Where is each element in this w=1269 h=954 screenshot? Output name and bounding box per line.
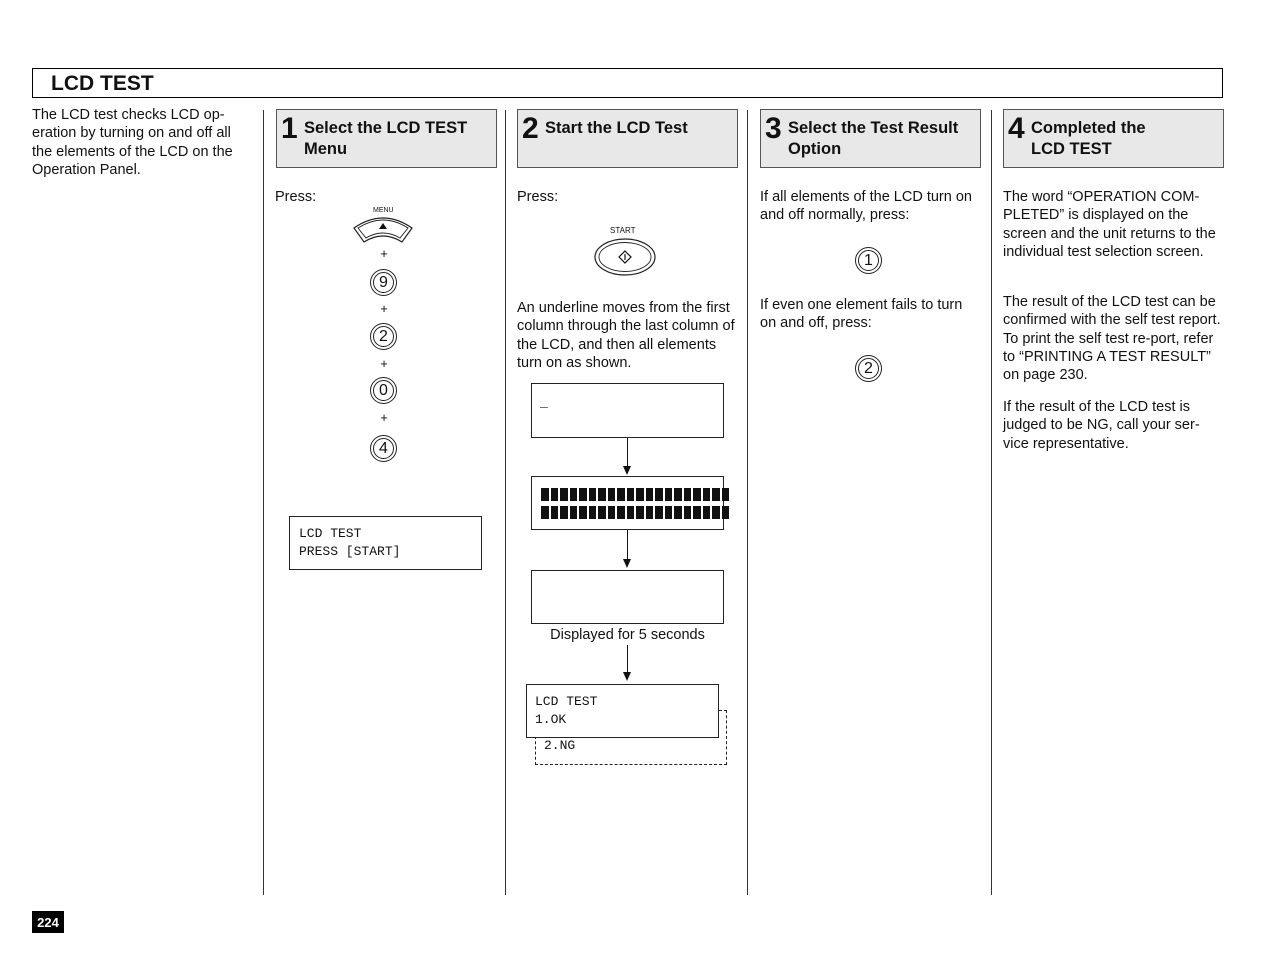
step-label: Completed the LCD TEST	[1031, 119, 1146, 158]
intro-text: The LCD test checks LCD op-eration by turning on and off all the elements of the LCD on the Operation Panel.	[32, 107, 233, 178]
menu-up-arrow-icon	[352, 214, 414, 246]
lcd-line-1: LCD TEST	[535, 694, 598, 709]
lcd-display-lcd-test	[289, 516, 482, 570]
lcd-display-cursor	[531, 383, 724, 438]
column-divider	[263, 110, 264, 895]
title-box	[32, 68, 1223, 98]
column-divider	[747, 110, 748, 895]
flow-arrow	[627, 438, 628, 466]
displayed-caption: Displayed for 5 seconds	[550, 627, 705, 643]
lcd-line-ng: 2.NG	[544, 738, 576, 753]
self-test-paragraph: The result of the LCD test can be confirmed with the self test report. To print the self test re-port, refer to “PRINTING A TEST RESULT” on page 230.	[1003, 294, 1221, 384]
flow-arrow	[627, 645, 628, 672]
lcd-block-row-1	[541, 488, 729, 501]
arrow-down-icon	[623, 466, 631, 475]
step-number: 3	[765, 112, 782, 145]
page-title: LCD TEST	[51, 72, 154, 95]
step-number: 2	[522, 112, 539, 145]
press-label: Press:	[517, 189, 559, 205]
completion-paragraph: The word “OPERATION COM-PLETED” is displayed on the screen and the unit returns to the individual test selection screen.	[1003, 189, 1216, 260]
page-number: 224	[32, 911, 64, 933]
lcd-line-1: LCD TEST	[299, 526, 362, 541]
start-key	[594, 226, 656, 278]
key-2: 2	[370, 323, 397, 350]
arrow-down-icon	[623, 672, 631, 681]
ok-instruction: If all elements of the LCD turn on and off normally, press:	[760, 189, 972, 224]
start-key-label: START	[610, 226, 636, 235]
key-1: 1	[855, 247, 882, 274]
plus-sign: +	[380, 246, 388, 261]
step-header-1	[276, 109, 497, 168]
plus-sign: +	[380, 410, 388, 425]
menu-key	[352, 206, 414, 246]
step-label: Select the Test Result Option	[788, 119, 959, 158]
menu-key-label: MENU	[373, 207, 394, 214]
lcd-line-2: PRESS [START]	[299, 544, 401, 559]
step-label: Start the LCD Test	[545, 119, 688, 137]
step-label: Select the LCD TEST Menu	[304, 119, 468, 158]
step-header-3	[760, 109, 981, 168]
step-number: 4	[1008, 112, 1025, 145]
plus-sign: +	[380, 356, 388, 371]
key-2: 2	[855, 355, 882, 382]
lcd-display-result	[526, 684, 719, 738]
step-header-2	[517, 109, 738, 168]
start-diamond-icon	[594, 237, 656, 277]
lcd-block-row-2	[541, 506, 729, 519]
step-header-4	[1003, 109, 1224, 168]
key-0: 0	[370, 377, 397, 404]
flow-arrow	[627, 530, 628, 559]
arrow-down-icon	[623, 559, 631, 568]
lcd-display-blank	[531, 570, 724, 624]
lcd-line-ok: 1.OK	[535, 712, 567, 727]
press-label: Press:	[275, 189, 317, 205]
lcd-display-all-on	[531, 476, 724, 530]
ng-instruction: If even one element fails to turn on and off, press:	[760, 297, 963, 332]
key-4: 4	[370, 435, 397, 462]
ng-paragraph: If the result of the LCD test is judged to be NG, call your ser-vice representative.	[1003, 399, 1200, 452]
underline-description: An underline moves from the first column through the last column of the LCD, and then all elements turn on as shown.	[517, 300, 735, 371]
column-divider	[505, 110, 506, 895]
lcd-cursor: _	[540, 395, 548, 410]
column-divider	[991, 110, 992, 895]
plus-sign: +	[380, 301, 388, 316]
step-number: 1	[281, 112, 298, 145]
key-9: 9	[370, 269, 397, 296]
